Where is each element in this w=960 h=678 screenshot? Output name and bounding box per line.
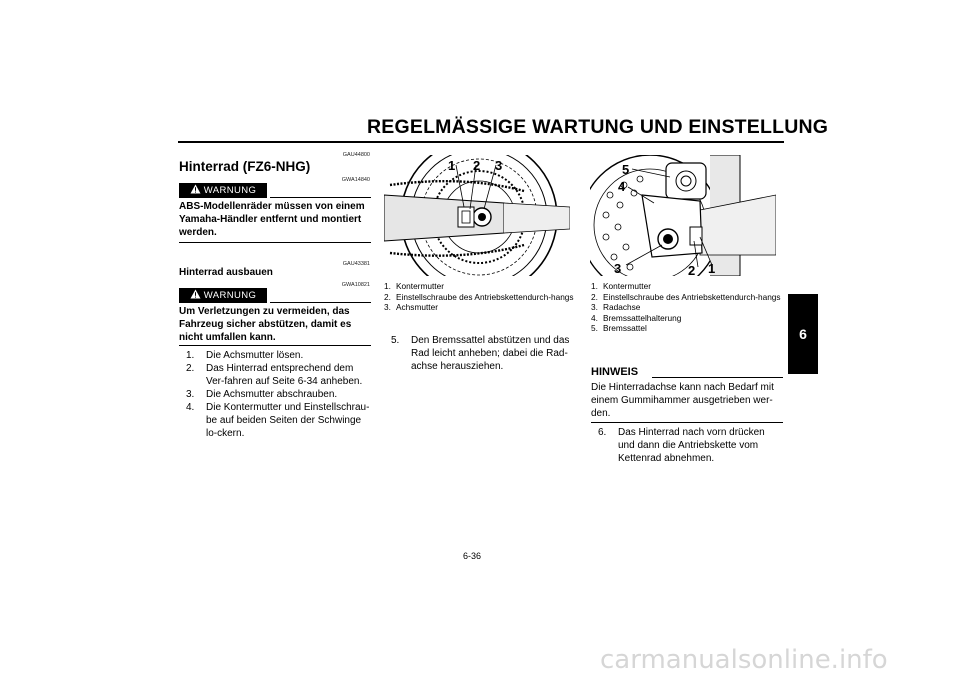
- warning-label-2: WARNUNG: [203, 290, 257, 301]
- caption-list-middle: [384, 281, 574, 313]
- warning-triangle-icon: [190, 289, 201, 302]
- list-item: 5. Den Bremssattel abstützen und das Rad leicht anheben; dabei die Rad-achse herausziehen.: [391, 335, 570, 372]
- list-item: 3. Die Achsmutter abschrauben.: [186, 389, 338, 400]
- warning-triangle-icon: [190, 184, 201, 197]
- list-item: 1. Kontermutter: [591, 281, 651, 291]
- note-end-rule: [591, 422, 783, 423]
- chain-adjuster-illustration: [384, 155, 570, 276]
- warning-text-2: Um Verletzungen zu vermeiden, das Fahrzeug sicher abstützen, damit es nicht umfallen kann.: [179, 306, 352, 343]
- note-title: HINWEIS: [591, 366, 639, 378]
- page-title: REGELMÄSSIGE WARTUNG UND EINSTELLUNG: [367, 116, 829, 138]
- figure-brake-caliper: [590, 155, 776, 276]
- warning-text-1: ABS-Modellenräder müssen von einem Yamaha-Händler entfernt und montiert werden.: [179, 201, 365, 238]
- warning-rule-2: [270, 302, 371, 303]
- watermark: carmanualsonline.info: [600, 645, 888, 675]
- section-title: Hinterrad (FZ6-NHG): [179, 159, 311, 174]
- figure-chain-adjuster: [384, 155, 570, 276]
- figure-label: 3: [614, 261, 622, 276]
- warning-end-rule-2: [179, 345, 371, 346]
- warning-badge-2: [179, 288, 267, 303]
- warning-code-1: GWA14840: [341, 177, 370, 183]
- brake-caliper-illustration: [590, 155, 776, 276]
- list-item: 2. Einstellschraube des Antriebskettendurch-hangs: [384, 291, 574, 302]
- list-item: 1. Die Achsmutter lösen.: [186, 350, 304, 361]
- figure-label: 1: [448, 158, 456, 173]
- note-text: Die Hinterradachse kann nach Bedarf mit einem Gummihammer ausgetrieben wer-den.: [591, 382, 774, 419]
- figure-label: 5: [622, 162, 630, 177]
- subsection-code: GAU43381: [342, 261, 370, 267]
- section-code: GAU44800: [342, 152, 370, 158]
- chapter-tab: 6: [788, 294, 818, 374]
- figure-label: 2: [473, 158, 481, 173]
- list-item: 3. Achsmutter: [384, 302, 438, 312]
- page-number: 6-36: [463, 551, 482, 561]
- figure-label: 2: [688, 263, 696, 276]
- list-item: 6. Das Hinterrad nach vorn drücken und dann die Antriebskette vom Kettenrad abnehmen.: [598, 427, 765, 464]
- steps-list-left: [186, 349, 372, 440]
- warning-label-1: WARNUNG: [203, 185, 257, 196]
- header-rule: [178, 141, 784, 143]
- warning-code-2: GWA10821: [341, 282, 370, 288]
- figure-label: 4: [618, 179, 626, 194]
- note-rule: [652, 377, 783, 378]
- list-item: 3. Radachse: [591, 302, 641, 312]
- warning-end-rule-1: [179, 242, 371, 243]
- warning-badge-1: [179, 183, 267, 198]
- list-item: 4. Die Kontermutter und Einstellschrau-be auf beiden Seiten der Schwinge lo-ckern.: [186, 402, 370, 439]
- figure-label: 1: [708, 261, 716, 276]
- list-item: 2. Das Hinterrad entsprechend dem Ver-fahren auf Seite 6-34 anheben.: [186, 363, 363, 387]
- list-item: 5. Bremssattel: [591, 323, 647, 333]
- caption-list-right: [591, 281, 783, 334]
- list-item: 1. Kontermutter: [384, 281, 444, 291]
- list-item: 4. Bremssattelhalterung: [591, 312, 682, 323]
- warning-rule-1: [270, 197, 371, 198]
- subsection-title: Hinterrad ausbauen: [179, 267, 273, 278]
- figure-label: 3: [495, 158, 503, 173]
- list-item: 2. Einstellschraube des Antriebskettendurch-hangs: [591, 291, 781, 302]
- steps-list-right: [598, 426, 784, 465]
- steps-list-middle: [391, 334, 571, 373]
